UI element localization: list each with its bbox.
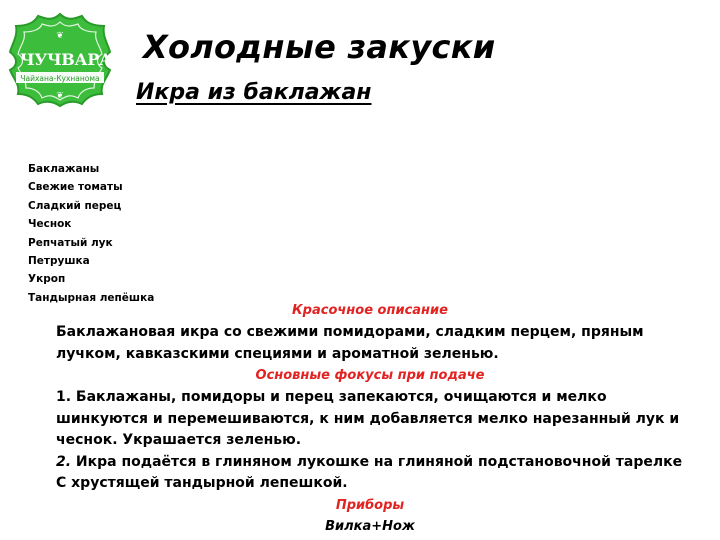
- brand-logo: [8, 12, 112, 108]
- step-text: Баклажаны, помидоры и перец запекаются, очищаются и мелко шинкуются и перемешиваются, к ним добавляется мелко нарезанный лук и чеснок. Украшается зеленью.: [56, 389, 680, 448]
- dish-name: Икра из баклажан: [136, 80, 372, 105]
- serving-step-2: [56, 452, 684, 495]
- ingredients-list: [28, 160, 154, 307]
- serving-step-1: [56, 387, 684, 452]
- page-title: Холодные закуски: [143, 28, 496, 66]
- ingredient-item: Репчатый лук: [28, 236, 113, 249]
- cutlery-value: Вилка+Нож: [325, 518, 415, 534]
- ingredient-item: Чеснок: [28, 218, 72, 231]
- serving-heading: Основные фокусы при подаче: [255, 368, 485, 383]
- description-text: Баклажановая икра со свежими помидорами, сладким перцем, пряным лучком, кавказскими специями и ароматной зеленью.: [56, 324, 644, 362]
- svg-text:Чайхана-Кухнанома: Чайхана-Кухнанома: [20, 74, 100, 83]
- ingredient-item: Укроп: [28, 273, 66, 286]
- ingredient-item: Свежие томаты: [28, 181, 123, 194]
- logo-text: ЧУЧВАРА: [20, 50, 112, 69]
- svg-text:❦: ❦: [56, 91, 64, 101]
- step-number: 1.: [56, 389, 72, 405]
- description-heading: Красочное описание: [292, 303, 448, 318]
- ingredient-item: Тандырная лепёшка: [28, 291, 155, 304]
- step-number: 2.: [56, 453, 72, 470]
- ingredient-item: Петрушка: [28, 254, 90, 267]
- ingredient-item: Сладкий перец: [28, 199, 122, 212]
- step-text: Икра подаётся в глиняном лукошке на глиняной подстановочной тарелке С хрустящей тандырной лепешкой.: [56, 453, 683, 491]
- cutlery-heading: Приборы: [335, 497, 405, 513]
- ingredient-item: Баклажаны: [28, 163, 100, 175]
- description-block: [56, 300, 684, 537]
- svg-text:❦: ❦: [56, 31, 64, 41]
